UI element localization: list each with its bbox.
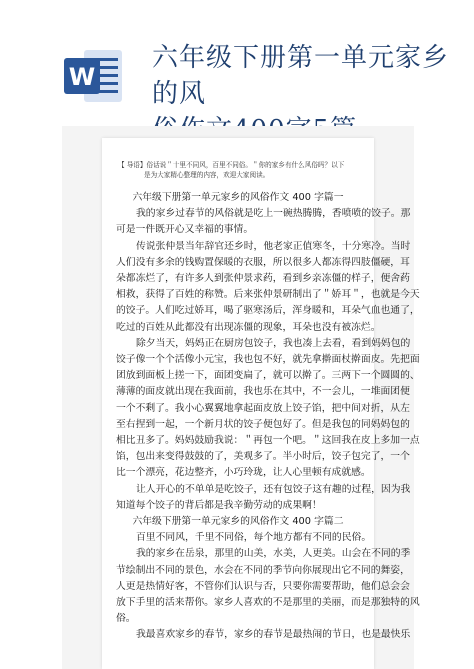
essay-line: 俗。 bbox=[116, 613, 136, 625]
essay-line: 放下手里的活来帮你。家乡人喜欢的不是那里的美丽，而是那独特的风 bbox=[116, 597, 420, 609]
essay-line: 相比丑多了。妈妈鼓励我说：＂再包一个吧。＂这回我在皮上多加一点 bbox=[116, 435, 420, 447]
essay-heading: 六年级下册第一单元家乡的风俗作文 400 字篇一 bbox=[132, 192, 344, 203]
essay-line: 比一个漂亮，花边整齐，小巧玲珑，让人心里顿有成就感。 bbox=[116, 467, 371, 479]
essay-body bbox=[116, 190, 420, 644]
essay-line: 可是一件既开心又幸福的事情。 bbox=[116, 224, 254, 236]
guide-line-1: 【 导语】俗话说＂十里不同风，百里不同俗。＂你的家乡有什么风俗吗？以下 bbox=[118, 161, 345, 169]
essay-line: 朵都冻烂了，有许多人到张仲景求药，看到乡亲冻僵的样子，便舍药 bbox=[116, 273, 410, 285]
essay-line: 一个不剩了。我小心翼翼地拿起面皮放上饺子馅，把中间对折，从左 bbox=[116, 402, 410, 414]
essay-line: 馅，包出来变得鼓鼓的了，美观多了。半小时后，饺子包完了，一个 bbox=[116, 451, 410, 463]
essay-line: 薄薄的面皮就出现在我面前，我也乐在其中，不一会儿，一堆面团便 bbox=[116, 386, 410, 398]
essay-line: 吃过的百姓从此都没有出现冻僵的现象，耳朵也没有被冻烂。 bbox=[116, 321, 381, 333]
essay-line: 我的家乡在岳泉，那里的山美，水美，人更美。山会在不同的季 bbox=[136, 548, 411, 560]
essay-line: 传说张仲景当年辞官还乡时，他老家正值寒冬，十分寒冷。当时 bbox=[136, 240, 411, 252]
title-line-1: 六年级下册第一单元家乡的风 bbox=[152, 43, 450, 109]
essay-line: 知道每个饺子的背后都是我辛勤劳动的成果啊！ bbox=[116, 499, 322, 511]
essay-line: 百里不同风，千里不同俗，每个地方都有不同的民俗。 bbox=[136, 532, 372, 544]
essay-line: 除夕当天，妈妈正在厨房包饺子，我也凑上去看，看到妈妈包的 bbox=[136, 337, 411, 349]
essay-line: 我最喜欢家乡的春节，家乡的春节是最热闹的节日，也是最快乐 bbox=[136, 629, 411, 641]
document-page bbox=[102, 138, 420, 669]
essay-line: 的饺子。人们吃过娇耳，喝了驱寒汤后，浑身暖和，耳朵气血也通了， bbox=[116, 305, 420, 317]
essay-heading: 六年级下册第一单元家乡的风俗作文 400 字篇二 bbox=[132, 516, 344, 528]
essay-line: 我的家乡过春节的风俗就是吃上一碗热腾腾，香喷喷的饺子。那 bbox=[136, 208, 411, 220]
essay-line: 节绘制出不同的景色，水会在不同的季节向你展现出它不同的舞姿， bbox=[116, 564, 410, 576]
word-icon-letter: W bbox=[68, 63, 96, 91]
essay-line: 人更是热情好客，不管你们认识与否，只要你需要帮助，他们总会会 bbox=[116, 580, 410, 592]
essay-line: 让人开心的不单单是吃饺子，还有包饺子这有趣的过程，因为我 bbox=[136, 483, 411, 495]
essay-line: 饺子像一个个活像小元宝，我也包不好，就先拿擀面杖擀面皮。先把面 bbox=[116, 354, 420, 366]
essay-line: 团放到面板上搓一下，面团变扁了，就可以擀了。三两下一个圆圆的、 bbox=[116, 370, 420, 382]
essay-line: 至右捏到一起，一个新月状的饺子便包好了。但是我包的同妈妈包的 bbox=[116, 418, 410, 430]
guide-paragraph bbox=[118, 160, 358, 180]
essay-line: 相救，获得了百姓的称赞。后来张仲景研制出了＂娇耳＂，也就是今天 bbox=[116, 289, 420, 301]
essay-line: 人们没有多余的钱购置保暖的衣服，所以很多人都冻得四肢僵硬，耳 bbox=[116, 256, 410, 268]
word-icon bbox=[62, 44, 126, 108]
guide-line-2: 是为大家精心整理的内容，欢迎大家阅读。 bbox=[144, 171, 270, 179]
header bbox=[0, 0, 474, 120]
